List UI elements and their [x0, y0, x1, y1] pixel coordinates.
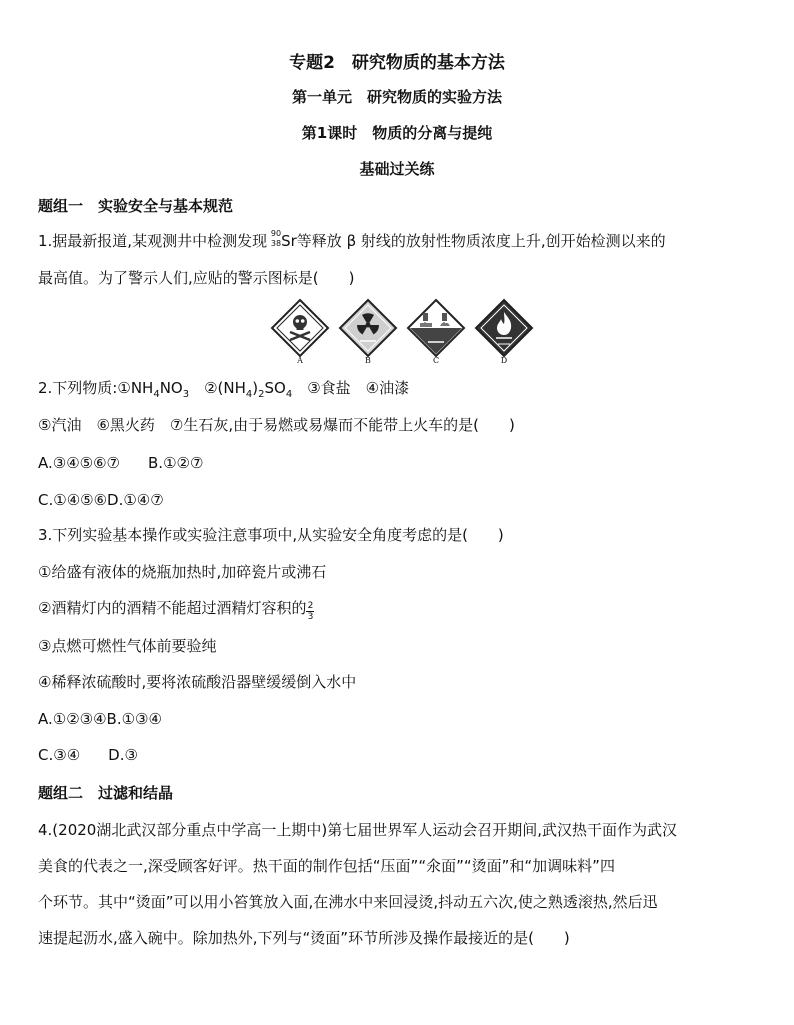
fraction-denominator: 3: [307, 612, 314, 622]
q2-text-b: NO: [159, 379, 183, 397]
q3-options-cd: [38, 744, 774, 766]
q2-line2: ⑤汽油 ⑥黑火药 ⑦生石灰,由于易燃或易爆而不能带上火车的是( ): [38, 416, 515, 434]
group1-title: 题组一 实验安全与基本规范: [38, 197, 234, 215]
q3-statement-2-text: ②酒精灯内的酒精不能超过酒精灯容积的: [38, 599, 307, 617]
q2-sub-3: 3: [182, 389, 190, 400]
q1-line2: 最高值。为了警示人们,应贴的警示图标是( ): [38, 269, 355, 287]
q3-option-d: D.③: [108, 746, 138, 764]
q2-sub-4c: 4: [285, 389, 293, 400]
nuclide-mass: 90: [270, 229, 282, 238]
q3-statement-3: ③点燃可燃性气体前要验纯: [38, 637, 217, 655]
nuclide-notation: [267, 230, 281, 248]
lesson-title: 第1课时 物质的分离与提纯: [301, 124, 493, 142]
sign-label-b: B: [365, 356, 371, 365]
q2-text-f: ③食盐 ④油漆: [292, 379, 410, 397]
q2-sub-2: 2: [258, 389, 265, 400]
q2-option-a: A.③④⑤⑥⑦: [38, 454, 121, 472]
sign-label-a: A: [297, 356, 303, 365]
q2-option-b: B.①②⑦: [148, 454, 204, 472]
nuclide-symbol: Sr: [281, 232, 297, 250]
q3-statement-2: [38, 597, 774, 622]
q4-line1: 4.(2020湖北武汉部分重点中学高一上期中)第七届世界军人运动会召开期间,武汉热干面作为武汉: [38, 821, 677, 839]
q4-line3: 个环节。其中“烫面”可以用小笞箕放入面,在沸水中来回浸烫,抖动五六次,使之熟透滚热,然后迅: [38, 893, 658, 911]
q2-line1: [38, 377, 774, 406]
sign-label-c: C: [432, 356, 440, 365]
topic-title: 专题2 研究物质的基本方法: [289, 53, 505, 73]
q1-text-before: 1.据最新报道,某观测井中检测发现: [38, 232, 268, 250]
flammable-sign-icon: [474, 298, 534, 358]
q2-options-ab: [38, 452, 774, 474]
q3-statement-1: ①给盛有液体的烧瓶加热时,加碎瓷片或沸石: [38, 563, 327, 581]
section-title: 基础过关练: [359, 160, 435, 178]
q3-option-c: C.③④: [38, 746, 81, 764]
q4-line4: 速提起沥水,盛入碗中。除加热外,下列与“烫面”环节所涉及操作最接近的是( ): [38, 929, 570, 947]
q4-line2: 美食的代表之一,深受顾客好评。热干面的制作包括“压面”“氽面”“烫面”和“加调味料”四: [38, 857, 615, 875]
q2-text-a: 2.下列物质:①NH: [38, 379, 154, 397]
corrosive-sign-icon: [406, 298, 466, 358]
nuclide-atomic: 38: [270, 239, 282, 248]
q1-line1: [38, 230, 774, 252]
q2-sub-4b: 4: [245, 389, 253, 400]
q3-statement-4: ④稀释浓硫酸时,要将浓硫酸沿器壁缓缓倒入水中: [38, 673, 357, 691]
q1-text-after: 等释放 β 射线的放射性物质浓度上升,创开始检测以来的: [296, 232, 666, 250]
radioactive-sign-icon: [338, 298, 398, 358]
sign-label-d: D: [500, 356, 508, 365]
q3-stem: 3.下列实验基本操作或实验注意事项中,从实验安全角度考虑的是( ): [38, 526, 504, 544]
group2-title: 题组二 过滤和结晶: [38, 784, 174, 802]
q2-sub-4a: 4: [153, 389, 160, 400]
q2-options-cd: C.①④⑤⑥D.①④⑦: [38, 491, 164, 509]
hazard-signs: [268, 298, 536, 370]
q2-text-e: SO: [264, 379, 286, 397]
toxic-sign-icon: [270, 298, 330, 358]
unit-title: 第一单元 研究物质的实验方法: [291, 88, 502, 106]
q3-options-ab: A.①②③④B.①③④: [38, 710, 162, 728]
q2-text-c: ②(NH: [189, 379, 246, 397]
q2-text-d: ): [252, 379, 259, 397]
fraction-two-thirds: [306, 601, 314, 622]
fraction-numerator: 2: [307, 601, 314, 611]
